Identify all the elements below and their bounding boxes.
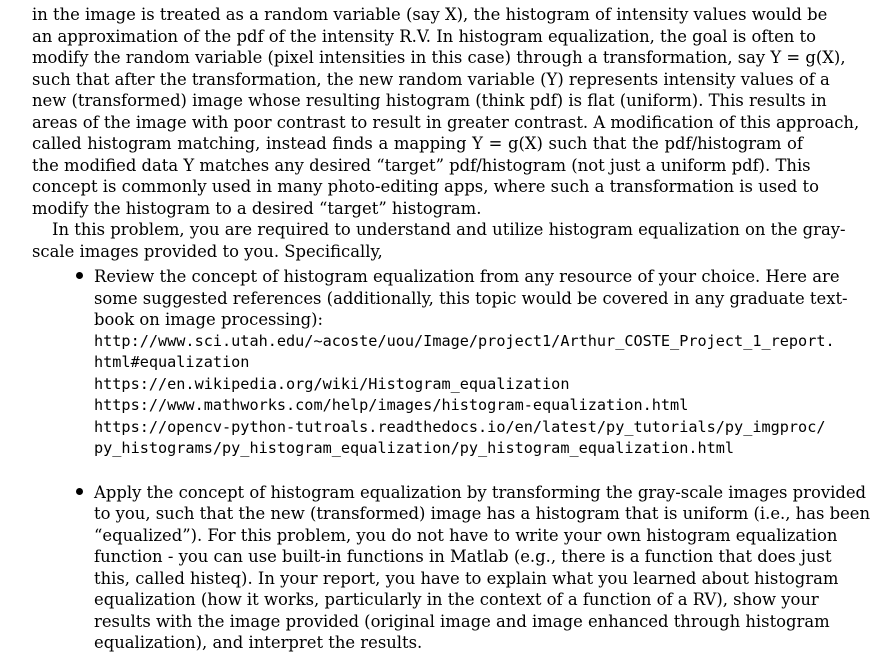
reference-link[interactable]: https://www.mathworks.com/help/images/histogram-equalization.html bbox=[94, 396, 689, 414]
paragraph-line: in the image is treated as a random variable (say X), the histogram of intensity values would be bbox=[32, 5, 828, 24]
bullet-line: to you, such that the new (transformed) image has a histogram that is uniform (i.e., has been bbox=[94, 504, 870, 523]
paragraph-line: the modified data Y matches any desired “target” pdf/histogram (not just a uniform pdf). This bbox=[32, 156, 811, 175]
bullet-line: Review the concept of histogram equalization from any resource of your choice. Here are bbox=[94, 267, 840, 286]
paragraph-line: an approximation of the pdf of the intensity R.V. In histogram equalization, the goal is often to bbox=[32, 27, 816, 46]
reference-link[interactable]: https://opencv-python-tutroals.readthedocs.io/en/latest/py_tutorials/py_imgproc/ bbox=[94, 418, 826, 436]
bullet-line: results with the image provided (original image and image enhanced through histogram bbox=[94, 612, 830, 631]
reference-link[interactable]: py_histograms/py_histogram_equalization/py_histogram_equalization.html bbox=[94, 439, 735, 457]
bullet-line: “equalized”). For this problem, you do not have to write your own histogram equalization bbox=[94, 526, 838, 545]
bullet-icon bbox=[76, 488, 83, 495]
paragraph-line: areas of the image with poor contrast to result in greater contrast. A modification of this approach, bbox=[32, 113, 860, 132]
paragraph-line: such that after the transformation, the new random variable (Y) represents intensity values of a bbox=[32, 70, 830, 89]
bullet-line: function - you can use built-in functions in Matlab (e.g., there is a function that does just bbox=[94, 547, 832, 566]
bullet-line: book on image processing): bbox=[94, 310, 324, 329]
bullet-line: Apply the concept of histogram equalization by transforming the gray-scale images provided bbox=[94, 483, 867, 502]
reference-link[interactable]: https://en.wikipedia.org/wiki/Histogram_equalization bbox=[94, 375, 570, 393]
paragraph-line: modify the random variable (pixel intensities in this case) through a transformation, say Y = g(X), bbox=[32, 48, 846, 67]
paragraph-line: concept is commonly used in many photo-editing apps, where such a transformation is used to bbox=[32, 177, 819, 196]
bullet-line: this, called histeq). In your report, you have to explain what you learned about histogram bbox=[94, 569, 839, 588]
paragraph-line: called histogram matching, instead finds a mapping Y = g(X) such that the pdf/histogram of bbox=[32, 134, 803, 153]
bullet-line: equalization), and interpret the results. bbox=[94, 633, 423, 652]
paragraph-line: modify the histogram to a desired “target” histogram. bbox=[32, 199, 482, 218]
paragraph-line: In this problem, you are required to understand and utilize histogram equalization on the gray- bbox=[52, 220, 846, 239]
reference-link[interactable]: http://www.sci.utah.edu/~acoste/uou/Image/project1/Arthur_COSTE_Project_1_report. bbox=[94, 332, 835, 350]
bullet-line: some suggested references (additionally, this topic would be covered in any graduate text- bbox=[94, 289, 848, 308]
bullet-icon bbox=[76, 272, 83, 279]
paragraph-line: scale images provided to you. Specifically, bbox=[32, 242, 383, 261]
reference-link[interactable]: html#equalization bbox=[94, 353, 250, 371]
paragraph-line: new (transformed) image whose resulting histogram (think pdf) is flat (uniform). This results in bbox=[32, 91, 827, 110]
bullet-line: equalization (how it works, particularly in the context of a function of a RV), show your bbox=[94, 590, 819, 609]
